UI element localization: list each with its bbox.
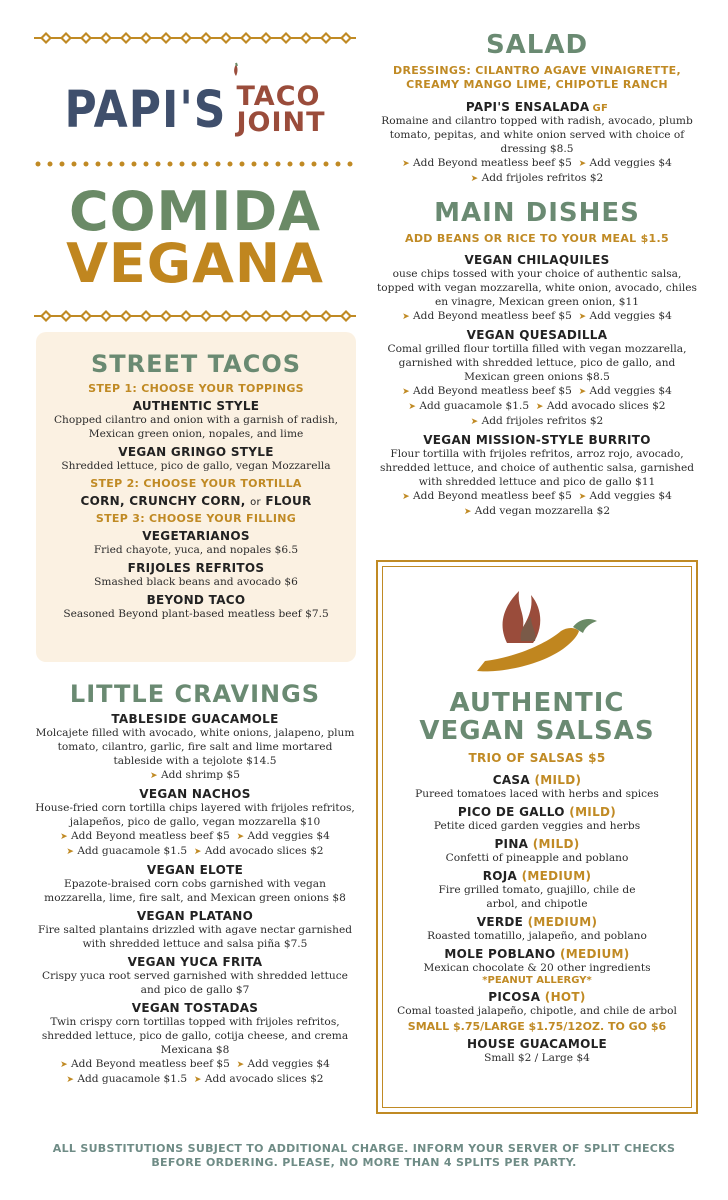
heat-level: (MILD) — [569, 805, 617, 819]
item-desc-vegan-yuca-frita: Crispy yuca root served garnished with shredded lettuce and pico de gallo $7 — [42, 970, 348, 996]
flaming-chili-icon — [467, 583, 607, 683]
peanut-allergy-warning: *PEANUT ALLERGY* — [482, 975, 592, 986]
addon-veggies: Add veggies $4 — [589, 310, 672, 322]
little-cravings-section — [34, 680, 356, 1087]
footer-line-2: BEFORE ORDERING. PLEASE, NO MORE THAN 4 SPLITS PER PARTY. — [151, 1156, 577, 1169]
logo — [34, 70, 356, 150]
item-name-beyond-taco: BEYOND TACO — [146, 593, 246, 607]
arrow-icon: ➤ — [150, 771, 158, 781]
addon-row — [34, 829, 356, 844]
salsa-casa-desc: Pureed tomatoes laced with herbs and spices — [415, 788, 659, 800]
addon-veggies: Add veggies $4 — [589, 157, 672, 169]
salsa-pico — [383, 805, 691, 819]
salsa-pina — [383, 837, 691, 851]
addon-beyond-beef: Add Beyond meatless beef $5 — [413, 310, 572, 322]
arrow-icon: ➤ — [60, 832, 68, 842]
salsa-mole-desc: Mexican chocolate & 20 other ingredients — [423, 962, 651, 974]
item-desc-vegan-nachos: House-fried corn tortilla chips layered with frijoles refritos, jalapeños, pico de gallo, vegan mozzarella $10 — [35, 802, 355, 828]
item-name-tableside-guacamole: TABLESIDE GUACAMOLE — [111, 712, 279, 726]
salsa-verde — [383, 915, 691, 929]
item-desc-vegan-chilaquiles: ouse chips tossed with your choice of authentic salsa, topped with vegan mozzarella, white onion, avocado, chiles en vinagre, Mexican green onion, $11 — [377, 268, 697, 308]
title-vegana: VEGANA — [66, 232, 324, 295]
addon-veggies: Add veggies $4 — [589, 490, 672, 502]
salsa-pico-name: PICO DE GALLO — [457, 805, 565, 819]
item-name-gringo-style: VEGAN GRINGO STYLE — [118, 445, 274, 459]
ornament-border-top — [34, 30, 356, 46]
addon-beyond-beef: Add Beyond meatless beef $5 — [71, 1058, 230, 1070]
addon-row — [34, 768, 356, 783]
step-2-heading: STEP 2: CHOOSE YOUR TORTILLA — [90, 477, 302, 490]
item-desc-gringo-style: Shredded lettuce, pico de gallo, vegan Mozzarella — [61, 460, 331, 472]
salsa-pico-desc: Petite diced garden veggies and herbs — [433, 820, 641, 832]
addon-beyond-beef: Add Beyond meatless beef $5 — [413, 385, 572, 397]
item-name-vegan-burrito: VEGAN MISSION-STYLE BURRITO — [423, 433, 651, 447]
footer-notice — [0, 1142, 728, 1170]
heat-level: (HOT) — [544, 990, 586, 1004]
arrow-icon: ➤ — [402, 492, 410, 502]
item-desc-frijoles-refritos: Smashed black beans and avocado $6 — [94, 576, 298, 588]
item-desc-vegan-burrito: Flour tortilla with frijoles refritos, arroz rojo, avocado, shredded lettuce, and choice of authentic salsa, garnished with shredded lettuce and pico de gallo $11 — [379, 448, 695, 488]
arrow-icon: ➤ — [66, 1075, 74, 1085]
item-name-papis-ensalada — [376, 100, 698, 114]
arrow-icon: ➤ — [193, 847, 202, 857]
addon-row — [34, 1057, 356, 1072]
section-title-main-dishes: MAIN DISHES — [434, 198, 640, 228]
arrow-icon: ➤ — [193, 1075, 202, 1085]
arrow-icon: ➤ — [578, 312, 587, 322]
item-desc-authentic-style: Chopped cilantro and onion with a garnish of radish, Mexican green onion, nopales, and lime — [53, 414, 339, 440]
addon-row — [376, 384, 698, 399]
arrow-icon: ➤ — [535, 402, 544, 412]
right-column — [376, 30, 698, 519]
step-1-heading: STEP 1: CHOOSE YOUR TOPPINGS — [88, 382, 304, 395]
gf-badge: GF — [592, 103, 609, 114]
arrow-icon: ➤ — [578, 492, 587, 502]
addon-guacamole: Add guacamole $1.5 — [419, 400, 530, 412]
logo-papis: PAPI'S — [64, 80, 227, 140]
addon-vegan-mozzarella: Add vegan mozzarella $2 — [474, 505, 611, 517]
title-comida: COMIDA — [69, 180, 321, 243]
ensalada-name: PAPI'S ENSALADA — [465, 100, 590, 114]
arrow-icon: ➤ — [470, 417, 479, 427]
addon-veggies: Add veggies $4 — [247, 830, 330, 842]
logo-taco-joint — [236, 81, 326, 138]
tortilla-options — [36, 494, 356, 508]
arrow-icon: ➤ — [408, 402, 416, 412]
logo-joint: JOINT — [236, 107, 326, 138]
step-3-heading: STEP 3: CHOOSE YOUR FILLING — [95, 512, 297, 525]
addon-veggies: Add veggies $4 — [589, 385, 672, 397]
left-column — [34, 30, 356, 328]
arrow-icon: ➤ — [236, 832, 245, 842]
arrow-icon: ➤ — [60, 1060, 68, 1070]
item-name-house-guacamole: HOUSE GUACAMOLE — [466, 1037, 608, 1051]
addon-row — [376, 309, 698, 324]
salsa-mole — [383, 947, 691, 961]
salsa-to-go-pricing: SMALL $.75/LARGE $1.75/12OZ. TO GO $6 — [407, 1020, 667, 1033]
item-name-vegan-quesadilla: VEGAN QUESADILLA — [466, 328, 608, 342]
addon-frijoles: Add frijoles refritos $2 — [481, 415, 604, 427]
heat-level: (MILD) — [532, 837, 580, 851]
addon-row — [376, 504, 698, 519]
arrow-icon: ➤ — [236, 1060, 245, 1070]
salsa-picosa — [383, 990, 691, 1004]
arrow-icon: ➤ — [402, 312, 410, 322]
salsa-casa — [383, 773, 691, 787]
addon-avocado: Add avocado slices $2 — [204, 1073, 324, 1085]
section-title-little-cravings: LITTLE CRAVINGS — [69, 680, 321, 708]
tortilla-or: or — [250, 497, 261, 508]
addon-avocado: Add avocado slices $2 — [204, 845, 324, 857]
arrow-icon: ➤ — [66, 847, 74, 857]
section-title-salsas — [383, 689, 691, 745]
heat-level: (MEDIUM) — [559, 947, 630, 961]
item-desc-house-guacamole: Small $2 / Large $4 — [484, 1052, 590, 1064]
addon-row — [376, 489, 698, 504]
footer-line-1: ALL SUBSTITUTIONS SUBJECT TO ADDITIONAL CHARGE. INFORM YOUR SERVER OF SPLIT CHECKS — [52, 1142, 676, 1155]
salsa-verde-desc: Roasted tomatillo, jalapeño, and poblano — [427, 930, 647, 942]
arrow-icon: ➤ — [463, 507, 472, 517]
heat-level: (MILD) — [534, 773, 582, 787]
addon-shrimp: Add shrimp $5 — [160, 769, 240, 781]
item-name-vegetarianos: VEGETARIANOS — [142, 529, 250, 543]
main-dishes-note: ADD BEANS OR RICE TO YOUR MEAL $1.5 — [405, 232, 669, 245]
item-name-vegan-platano: VEGAN PLATANO — [136, 909, 254, 923]
tortilla-corn-options: CORN, CRUNCHY CORN, — [80, 494, 246, 508]
salsa-casa-name: CASA — [492, 773, 530, 787]
addon-row — [376, 171, 698, 186]
salsa-picosa-desc: Comal toasted jalapeño, chipotle, and chile de arbol — [397, 1005, 677, 1017]
item-desc-vegan-quesadilla: Comal grilled flour tortilla filled with vegan mozzarella, garnished with shredded lettuce, pico de gallo, and Mexican green onions $8.5 — [387, 343, 687, 383]
street-tacos-section — [36, 332, 356, 662]
arrow-icon: ➤ — [470, 174, 479, 184]
salsa-pina-name: PINA — [494, 837, 529, 851]
arrow-icon: ➤ — [578, 159, 587, 169]
salsas-title-line1: AUTHENTIC — [449, 688, 625, 718]
arrow-icon: ➤ — [402, 387, 410, 397]
addon-beyond-beef: Add Beyond meatless beef $5 — [413, 490, 572, 502]
addon-guacamole: Add guacamole $1.5 — [77, 845, 188, 857]
heat-level: (MEDIUM) — [527, 915, 598, 929]
item-name-vegan-nachos: VEGAN NACHOS — [139, 787, 251, 801]
salsas-section — [376, 560, 698, 1114]
salsa-roja — [383, 869, 691, 883]
section-title-salad: SALAD — [485, 30, 589, 60]
item-name-frijoles-refritos: FRIJOLES REFRITOS — [127, 561, 265, 575]
addon-veggies: Add veggies $4 — [247, 1058, 330, 1070]
logo-taco: TACO — [236, 81, 321, 112]
item-name-vegan-elote: VEGAN ELOTE — [146, 863, 244, 877]
ornament-border-bottom — [34, 308, 356, 324]
salsa-pina-desc: Confetti of pineapple and poblano — [445, 852, 629, 864]
item-desc-vegan-elote: Epazote-braised corn cobs garnished with vegan mozzarella, lime, fire salt, and Mexican green onions $8 — [44, 878, 346, 904]
addon-row — [376, 156, 698, 171]
chili-pepper-icon — [224, 62, 248, 86]
tortilla-flour: FLOUR — [265, 494, 312, 508]
salad-section — [376, 30, 698, 186]
addon-beyond-beef: Add Beyond meatless beef $5 — [413, 157, 572, 169]
item-desc-tableside-guacamole: Molcajete filled with avocado, white onions, jalapeno, plum tomato, cilantro, garlic, fire salt and lime mortared tableside with a tejolote $14.5 — [35, 727, 355, 767]
salsas-title-line2: VEGAN SALSAS — [419, 716, 655, 746]
addon-row — [376, 399, 698, 414]
heat-level: (MEDIUM) — [521, 869, 592, 883]
salsa-mole-name: MOLE POBLANO — [444, 947, 556, 961]
item-desc-vegan-tostadas: Twin crispy corn tortillas topped with frijoles refritos, shredded lettuce, pico de gallo, cotija cheese, and crema Mexicana $8 — [41, 1016, 349, 1056]
comida-vegana-title — [34, 180, 356, 295]
addon-row — [34, 1072, 356, 1087]
item-name-authentic-style: AUTHENTIC STYLE — [132, 399, 260, 413]
salad-dressings: DRESSINGS: CILANTRO AGAVE VINAIGRETTE, CREAMY MANGO LIME, CHIPOTLE RANCH — [393, 64, 681, 91]
salsa-picosa-name: PICOSA — [488, 990, 541, 1004]
salsa-verde-name: VERDE — [476, 915, 524, 929]
item-desc-vegan-platano: Fire salted plantains drizzled with agave nectar garnished with shredded lettuce and salsa piña $7.5 — [37, 924, 352, 950]
item-name-vegan-yuca-frita: VEGAN YUCA FRITA — [127, 955, 263, 969]
item-name-vegan-tostadas: VEGAN TOSTADAS — [131, 1001, 259, 1015]
salsa-roja-desc: Fire grilled tomato, guajillo, chile de arbol, and chipotle — [438, 884, 636, 910]
arrow-icon: ➤ — [578, 387, 587, 397]
item-desc-beyond-taco: Seasoned Beyond plant-based meatless beef $7.5 — [63, 608, 329, 620]
addon-guacamole: Add guacamole $1.5 — [77, 1073, 188, 1085]
salsas-inner-frame — [382, 566, 692, 1108]
addon-row — [34, 844, 356, 859]
main-dishes-section — [376, 198, 698, 519]
addon-frijoles: Add frijoles refritos $2 — [481, 172, 604, 184]
addon-avocado: Add avocado slices $2 — [546, 400, 666, 412]
addon-row — [376, 414, 698, 429]
arrow-icon: ➤ — [402, 159, 410, 169]
dots-divider-top — [34, 160, 356, 168]
trio-of-salsas: TRIO OF SALSAS $5 — [468, 751, 606, 765]
addon-beyond-beef: Add Beyond meatless beef $5 — [71, 830, 230, 842]
item-name-vegan-chilaquiles: VEGAN CHILAQUILES — [464, 253, 610, 267]
salsa-roja-name: ROJA — [482, 869, 518, 883]
item-desc-papis-ensalada: Romaine and cilantro topped with radish, avocado, plumb tomato, pepitas, and white onion served with choice of dressing $8.5 — [381, 115, 693, 155]
section-title-street-tacos: STREET TACOS — [90, 350, 302, 378]
item-desc-vegetarianos: Fried chayote, yuca, and nopales $6.5 — [93, 544, 299, 556]
